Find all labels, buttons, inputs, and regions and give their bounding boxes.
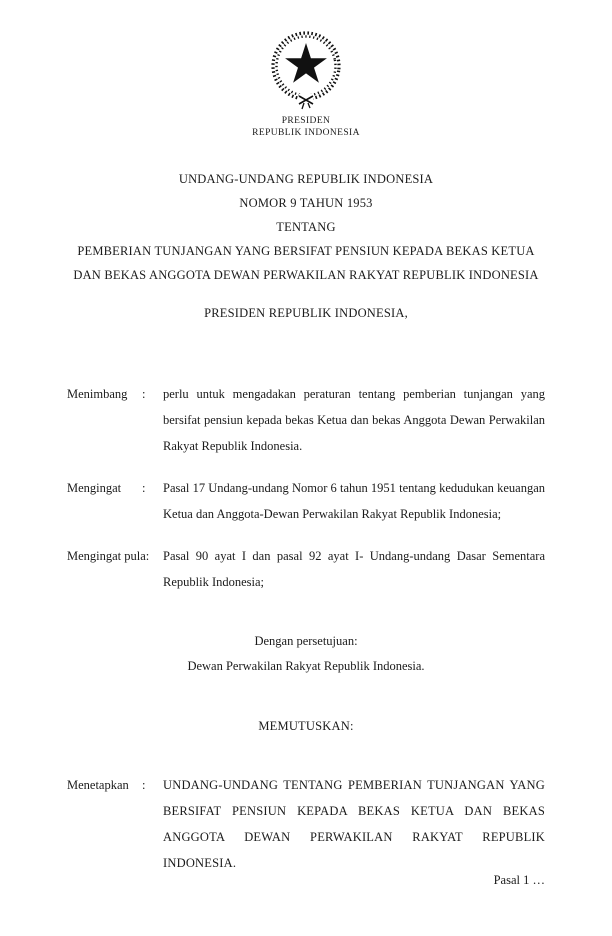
enactment-row: [67, 772, 545, 876]
document-header: [67, 28, 545, 139]
clause-text: Pasal 90 ayat I dan pasal 92 ayat I- Undang-undang Dasar Sementara Republik Indonesia;: [163, 549, 545, 589]
agreement-line2: Dewan Perwakilan Rakyat Republik Indonesia.: [187, 659, 425, 673]
salutation: PRESIDEN REPUBLIK INDONESIA,: [204, 306, 408, 320]
org-name-line2: REPUBLIK INDONESIA: [252, 128, 360, 138]
clause-label: Menimbang: [67, 387, 128, 401]
clause-label: Mengingat pula:: [67, 549, 150, 563]
enactment-text: UNDANG-UNDANG TENTANG PEMBERIAN TUNJANGAN YANG BERSIFAT PENSIUN KEPADA BEKAS KETUA DAN BEKAS ANGGOTA DEWAN PERWAKILAN RAKYAT REPUBLIK INDONESIA.: [163, 778, 545, 870]
clause-text: Pasal 17 Undang-undang Nomor 6 tahun 1951 tentang kedudukan keuangan Ketua dan Anggota-Dewan Perwakilan Rakyat Republik Indonesia;: [163, 481, 545, 521]
clause-colon: :: [142, 387, 146, 401]
enactment-label: Menetapkan: [67, 778, 129, 792]
title-line-tentang: TENTANG: [276, 220, 336, 234]
continuation-note: Pasal 1 …: [493, 873, 545, 887]
clause-text: perlu untuk mengadakan peraturan tentang pemberian tunjangan yang bersifat pensiun kepada bekas Ketua dan bekas Anggota Dewan Perwakilan Rakyat Republik Indonesia.: [163, 387, 545, 453]
org-name-line1: PRESIDEN: [281, 116, 331, 126]
agreement-line1: Dengan persetujuan:: [254, 634, 358, 648]
clause-row-mengingat-pula: [67, 543, 545, 595]
preamble-clauses: [67, 381, 545, 595]
title-line-number: NOMOR 9 TAHUN 1953: [239, 196, 373, 210]
clause-row-mengingat: [67, 475, 545, 527]
clause-colon: :: [142, 481, 146, 495]
clause-label: Mengingat: [67, 481, 122, 495]
title-line-type: UNDANG-UNDANG REPUBLIK INDONESIA: [178, 172, 434, 186]
presidential-seal-icon: [259, 28, 353, 110]
title-subject: PEMBERIAN TUNJANGAN YANG BERSIFAT PENSIUN KEPADA BEKAS KETUA DAN BEKAS ANGGOTA DEWAN PERWAKILAN RAKYAT REPUBLIK INDONESIA: [73, 244, 539, 282]
decision-heading: MEMUTUSKAN:: [258, 719, 354, 733]
enactment-colon: :: [142, 778, 146, 792]
document-title: [67, 167, 545, 287]
agreement-block: [67, 629, 545, 679]
clause-row-menimbang: [67, 381, 545, 459]
